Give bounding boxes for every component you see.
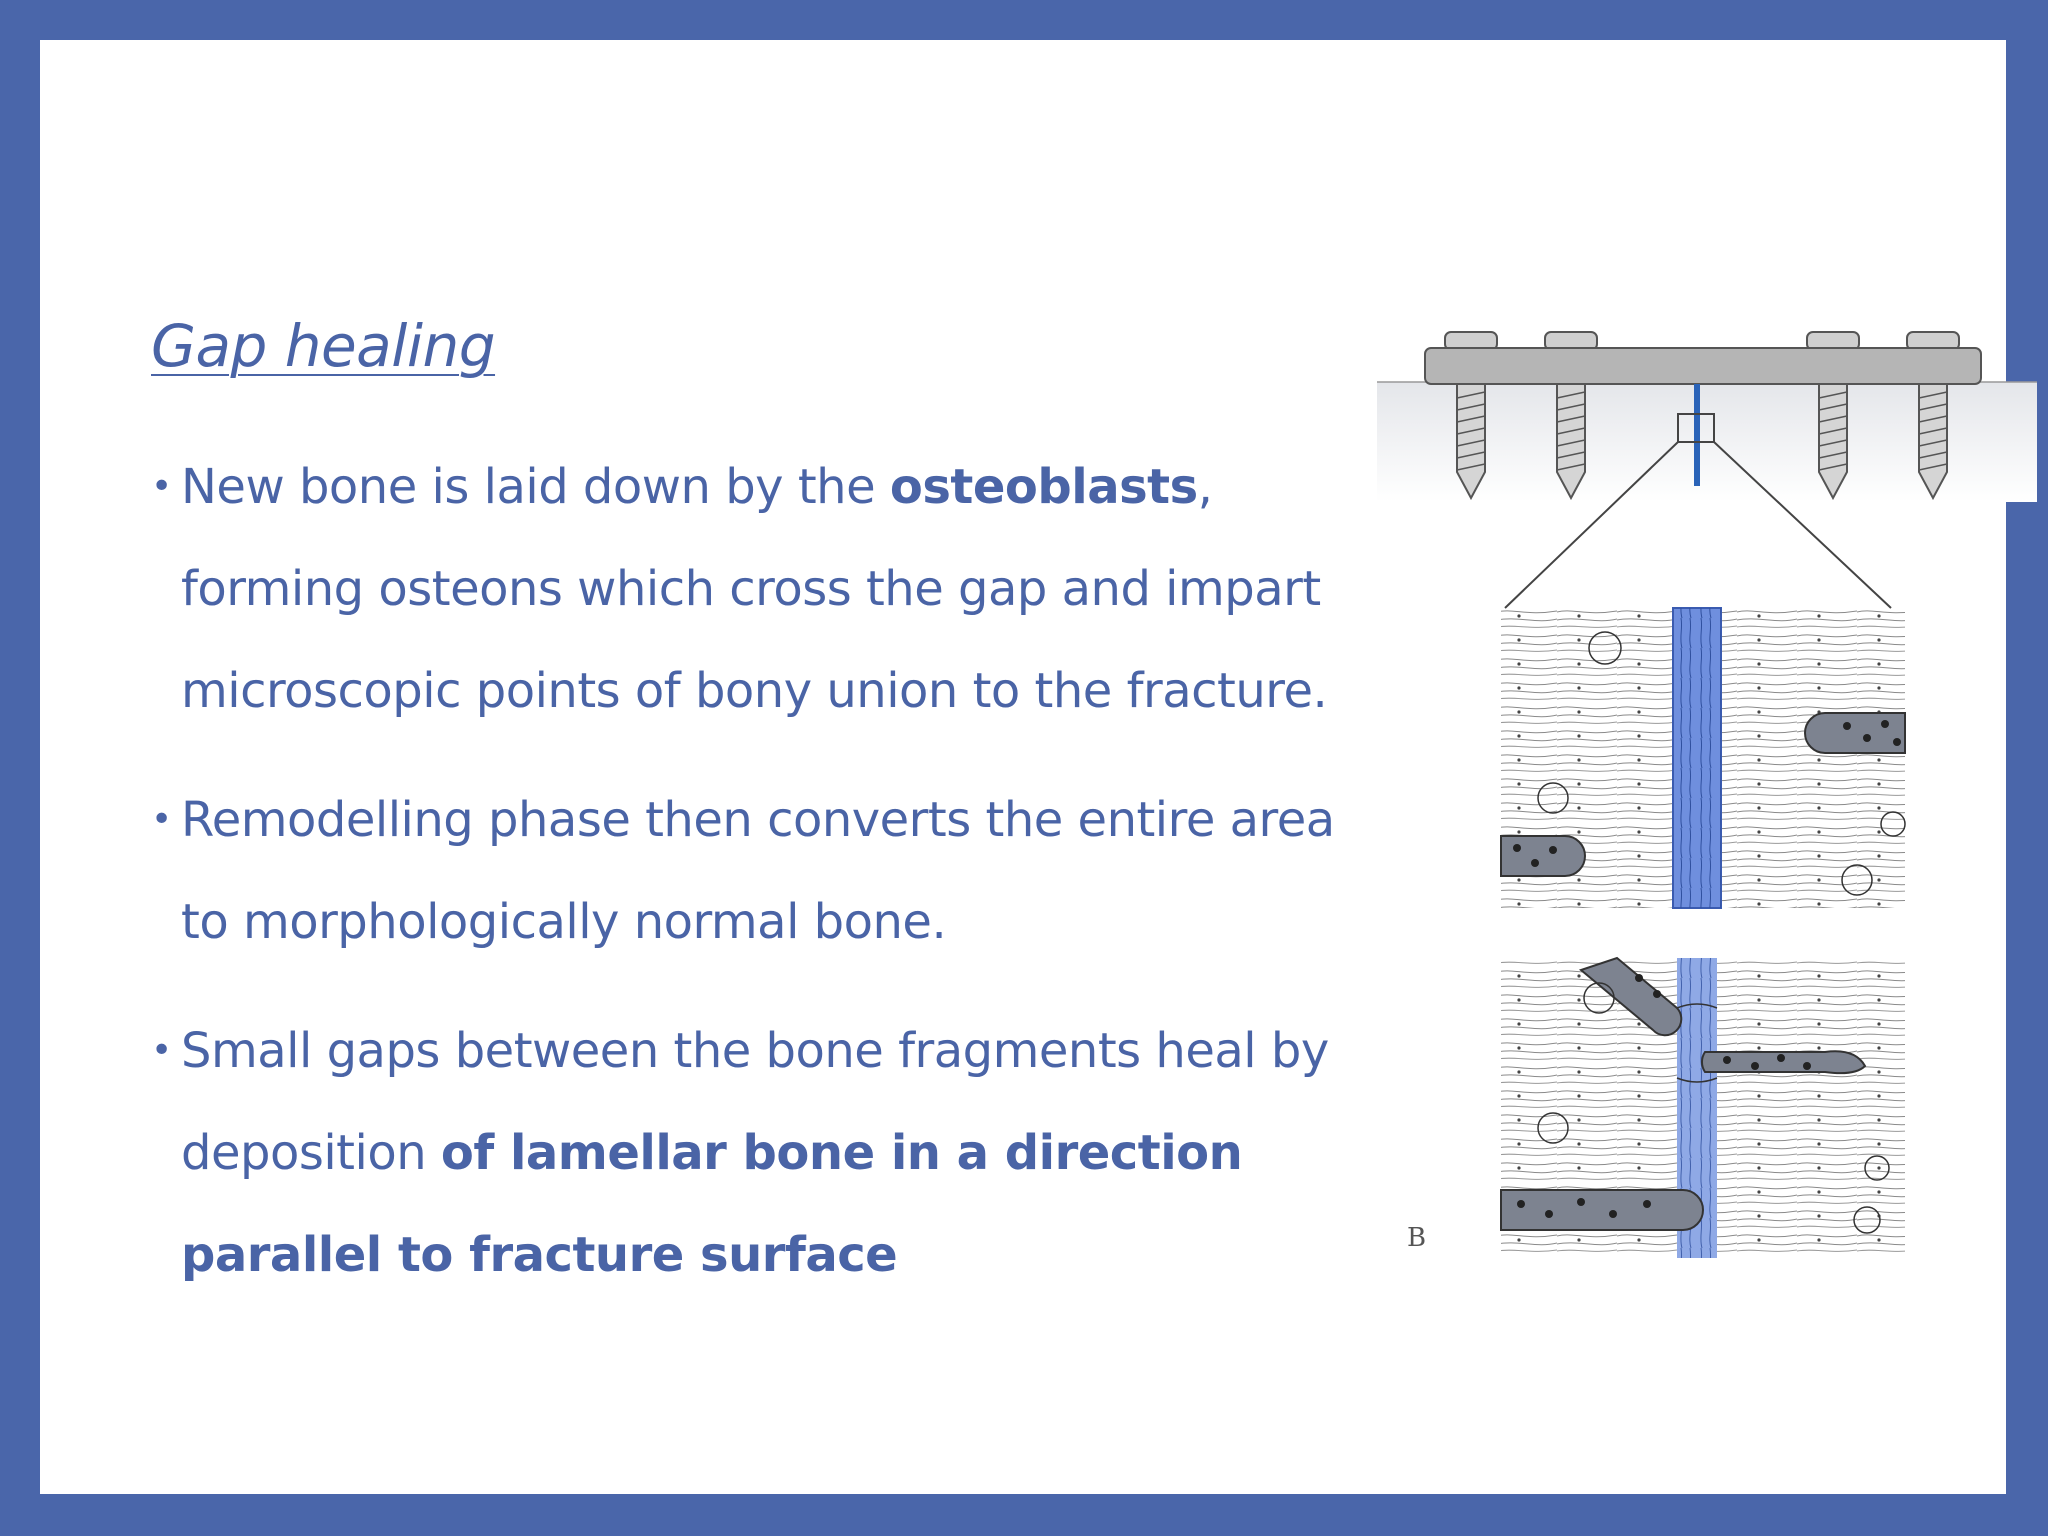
bullet-item <box>151 436 1381 742</box>
bullet-item <box>151 769 1381 973</box>
bullet-text: forming osteons which cross the gap and impart microscopic points of bony union to the fracture. <box>181 561 1328 719</box>
bullet-bold-text: of lamellar bone in a direction parallel to fracture surface <box>181 1125 1243 1283</box>
plate-shape <box>1425 348 1981 384</box>
figure-label: B <box>1407 1223 1427 1253</box>
bullet-text: Small gaps between the bone fragments heal by deposition <box>181 1023 1329 1181</box>
bullet-text: Remodelling phase then converts the entire area to morphologically normal bone. <box>181 792 1335 950</box>
bullet-dot: • <box>151 466 172 507</box>
bullet-text: New bone is laid down by the <box>181 459 890 515</box>
bullet-dot: • <box>151 799 172 840</box>
bullet-text: , <box>1197 459 1213 515</box>
magnified-panel-top <box>1501 608 1905 908</box>
slide <box>40 40 2006 1494</box>
bullet-list <box>151 436 1381 1333</box>
magnified-panel-bottom <box>1501 958 1905 1258</box>
bullet-item <box>151 1000 1381 1306</box>
bone-fracture-plate-diagram <box>1377 318 2037 1278</box>
bullet-dot: • <box>151 1030 172 1071</box>
bullet-bold-text: osteoblasts <box>889 459 1198 515</box>
slide-title: Gap healing <box>151 312 496 380</box>
